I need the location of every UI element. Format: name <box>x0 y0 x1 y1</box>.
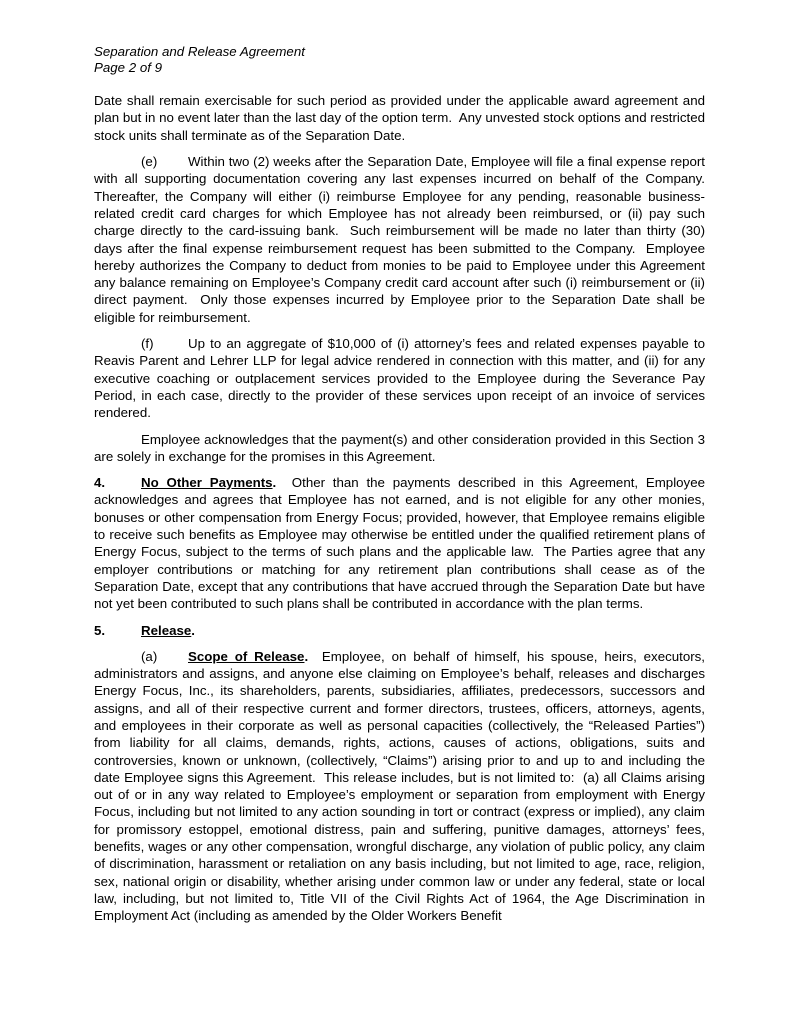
paragraph-text: Employee acknowledges that the payment(s) and other consideration provided in this Section 3 are solely in exchange for the promises in this Agreement. <box>94 431 709 464</box>
paragraph-text: Date shall remain exercisable for such period as provided under the applicable award agreement and plan but in no event later than the last day of the option term. Any unvested stock options and restricted stock units shall terminate as of the Separation Date. <box>94 93 709 143</box>
paragraph-acknowledgement <box>94 431 709 466</box>
document-title: Separation and Release Agreement <box>94 44 305 59</box>
section-4-heading: No Other Payments <box>141 475 273 491</box>
paragraph-item-f <box>94 335 709 421</box>
paragraph-text: Up to an aggregate of $10,000 of (i) attorney’s fees and related expenses payable to Reavis Parent and Lehrer LLP for legal advice rendered in connection with this matter, and (ii) for any executive coaching or outplacement services provided to the Employee during the Severance Pay Period, in each case, directly to the provider of these services upon receipt of an invoice of services rendered. <box>94 336 709 421</box>
document-header <box>94 44 705 75</box>
paragraph-item-a <box>94 648 709 925</box>
clause-a-heading: Scope of Release <box>188 648 305 664</box>
section-5-heading-punct: . <box>191 622 195 638</box>
page-number: Page 2 of 9 <box>94 59 163 75</box>
section-5-paragraph <box>94 622 705 639</box>
section-4-paragraph <box>94 474 709 612</box>
paragraph-text: Employee, on behalf of himself, his spouse, heirs, executors, administrators and assigns, and anyone else claiming on Employee’s behalf, releases and discharges Energy Focus, Inc., its shareholders, parents, subsidiaries, affiliates, predecessors, successors and assigns, and all of their respective current and former directors, trustees, officers, attorneys, agents, and employees in their corporate as well as personal capacities (collectively, the “Released Parties”) from liability for all claims, demands, rights, actions, causes of actions, obligations, suits and controversies, known or unknown, (collectively, “Claims”) arising prior to and up to and including the date Employee signs this Agreement. This release includes, but is not limited to: (a) all Claims arising out of or in any way related to Employee’s employment or separation from employment with Energy Focus, including but not limited to any action sounding in tort or contract (express or implied), any claim for promissory estoppel, emotional distress, pain and suffering, punitive damages, attorneys’ fees, benefits, wages or any other compensation, wrongful discharge, any violation of public policy, any claim of discrimination, harassment or retaliation on any basis including, but not limited to age, race, religion, sex, national origin or disability, whether arising under common law or under any federal, state or local law, including, but not limited to, Title VII of the Civil Rights Act of 1964, the Age Discrimination in Employment Act (including as amended by the Older Workers Benefit <box>94 648 709 924</box>
item-label-a: (a) <box>141 648 158 664</box>
item-label-f: (f) <box>141 336 154 352</box>
paragraph-continuation <box>94 92 709 144</box>
section-4-heading-punct: . <box>272 475 277 491</box>
item-label-e: (e) <box>141 154 158 170</box>
section-5-number: 5. <box>94 622 106 638</box>
section-4-number: 4. <box>94 475 106 491</box>
clause-a-heading-punct: . <box>304 648 309 664</box>
section-5-heading: Release <box>141 622 192 638</box>
paragraph-text: Other than the payments described in this Agreement, Employee acknowledges and agrees that Employee has not earned, and is not eligible for any other monies, bonuses or other compensation from Energy Focus; provided, however, that Employee remains eligible to receive such benefits as Employee may otherwise be entitled under the qualified retirement plans of Energy Focus, subject to the terms of such plans and the applicable law. The Parties agree that any employer contributions or matching for any retirement plan contributions shall cease as of the Separation Date, except that any contributions that have accrued through the Separation Date but have not yet been contributed to such plans shall be contributed in accordance with the plan terms. <box>94 475 709 612</box>
paragraph-item-e <box>94 153 713 326</box>
paragraph-text: Within two (2) weeks after the Separation Date, Employee will file a final expense report with all supporting documentation covering any last expenses incurred on behalf of the Company. Thereafter, the Company will either (i) reimburse Employee for any pending, reasonable business-related credit card charges for which Employee has not already been reimbursed, or (ii) pay such charge directly to the card-issuing bank. Such reimbursement will be made no later than thirty (30) days after the final expense reimbursement request has been submitted to the Company. Employee hereby authorizes the Company to deduct from monies to be paid to Employee under this Agreement any balance remaining on Employee’s Company credit card account after such (i) reimbursement or (ii) direct payment. Only those expenses incurred by Employee prior to the Separation Date shall be eligible for reimbursement. <box>94 154 713 325</box>
